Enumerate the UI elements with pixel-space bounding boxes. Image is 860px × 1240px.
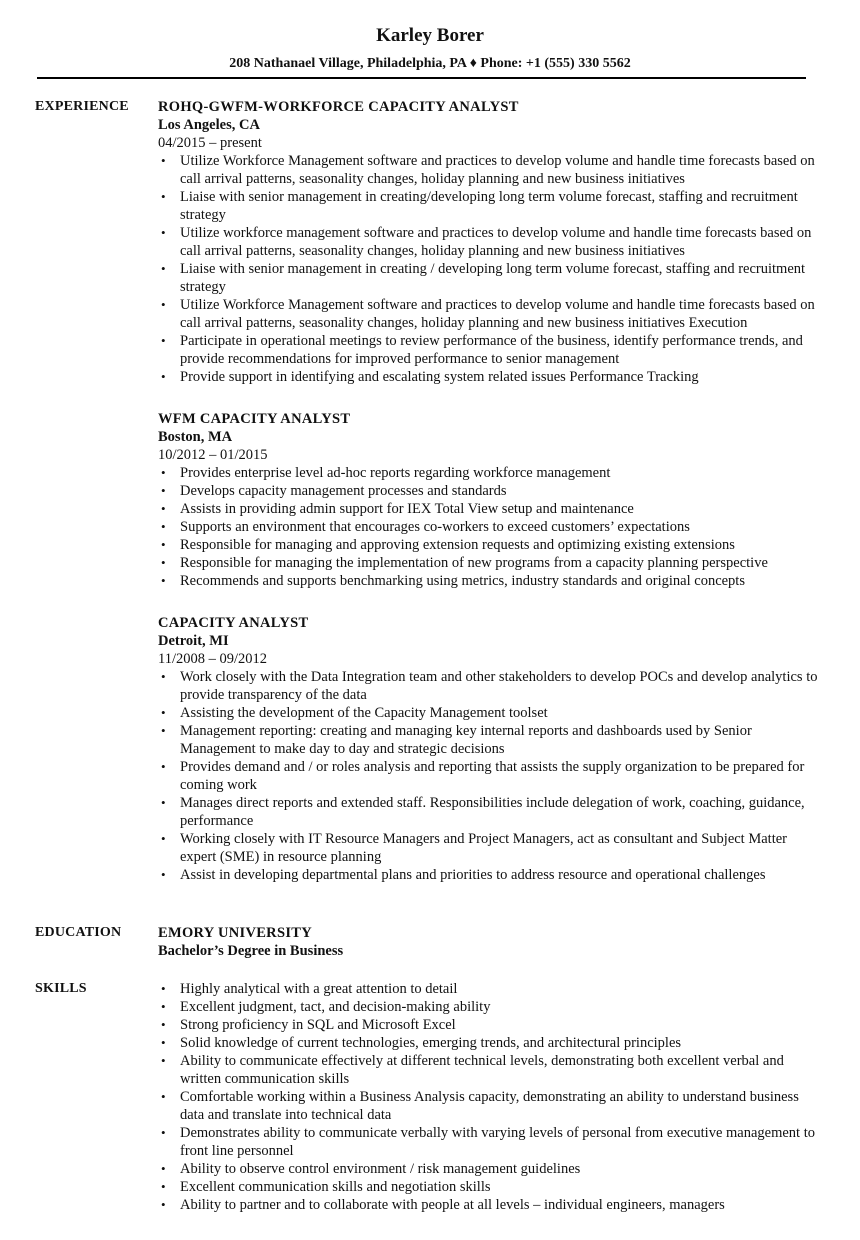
- skill-item: • Solid knowledge of current technologies, emerging trends, and architectural principles: [158, 1034, 818, 1052]
- contact-line: 208 Nathanael Village, Philadelphia, PA ♦ Phone: +1 (555) 330 5562: [229, 56, 631, 71]
- skill-item: • Ability to partner and to collaborate with people at all levels – individual engineers, managers: [158, 1196, 818, 1214]
- job-bullets: [158, 668, 818, 884]
- skill-item: • Highly analytical with a great attention to detail: [158, 980, 818, 998]
- bullet-item: • Provide support in identifying and escalating system related issues Performance Tracking: [158, 368, 818, 386]
- job-title: WFM CAPACITY ANALYST: [158, 411, 351, 427]
- bullet-item: • Responsible for managing the implementation of new programs from a capacity planning perspective: [158, 554, 818, 572]
- skill-item: • Excellent judgment, tact, and decision-making ability: [158, 998, 818, 1016]
- skill-item: • Comfortable working within a Business Analysis capacity, demonstrating an ability to understand business data and translate into technical data: [158, 1088, 818, 1124]
- skill-item: • Excellent communication skills and negotiation skills: [158, 1178, 818, 1196]
- job-entry: [158, 410, 818, 590]
- skill-item: • Ability to observe control environment / risk management guidelines: [158, 1160, 818, 1178]
- skill-item: • Strong proficiency in SQL and Microsoft Excel: [158, 1016, 818, 1034]
- skill-item: • Ability to communicate effectively at different technical levels, demonstrating both excellent verbal and written communication skills: [158, 1052, 818, 1088]
- school-name: EMORY UNIVERSITY: [158, 925, 313, 941]
- job-bullets: [158, 152, 818, 386]
- skill-item: • Demonstrates ability to communicate verbally with varying levels of personal from executive management to front line personnel: [158, 1124, 818, 1160]
- job-title: ROHQ-GWFM-WORKFORCE CAPACITY ANALYST: [158, 99, 519, 115]
- job-title: CAPACITY ANALYST: [158, 615, 309, 631]
- bullet-item: • Provides demand and / or roles analysis and reporting that assists the supply organization to be prepared for coming work: [158, 758, 818, 794]
- bullet-item: • Liaise with senior management in creating / developing long term volume forecast, staffing and recruitment strategy: [158, 260, 818, 296]
- header-divider: [37, 77, 806, 79]
- candidate-name: Karley Borer: [376, 25, 484, 46]
- bullet-item: • Work closely with the Data Integration team and other stakeholders to develop POCs and develop analytics to provide transparency of the data: [158, 668, 818, 704]
- education-body: [158, 924, 818, 960]
- bullet-item: • Participate in operational meetings to review performance of the business, identify performance trends, and provide recommendations for improved performance to senior management: [158, 332, 818, 368]
- job-entry: [158, 614, 818, 884]
- bullet-item: • Management reporting: creating and managing key internal reports and dashboards used by Senior Management to make day to day and strategic decisions: [158, 722, 818, 758]
- skills-body: [158, 980, 818, 1214]
- bullet-item: • Develops capacity management processes and standards: [158, 482, 818, 500]
- job-bullets: [158, 464, 818, 590]
- section-label-skills: SKILLS: [35, 981, 87, 996]
- section-label-experience: EXPERIENCE: [35, 99, 129, 114]
- job-dates: 10/2012 – 01/2015: [158, 447, 268, 463]
- bullet-item: • Provides enterprise level ad-hoc reports regarding workforce management: [158, 464, 818, 482]
- job-entry: [158, 98, 818, 386]
- job-dates: 11/2008 – 09/2012: [158, 651, 268, 667]
- skills-list: [158, 980, 818, 1214]
- bullet-item: • Working closely with IT Resource Managers and Project Managers, act as consultant and Subject Matter expert (SME) in resource planning: [158, 830, 818, 866]
- bullet-item: • Supports an environment that encourages co-workers to exceed customers’ expectations: [158, 518, 818, 536]
- bullet-item: • Assist in developing departmental plans and priorities to address resource and operational challenges: [158, 866, 818, 884]
- bullet-item: • Manages direct reports and extended staff. Responsibilities include delegation of work, coaching, guidance, performance: [158, 794, 818, 830]
- resume-header: [0, 24, 860, 73]
- bullet-item: • Assisting the development of the Capacity Management toolset: [158, 704, 818, 722]
- degree: Bachelor’s Degree in Business: [158, 943, 344, 959]
- bullet-item: • Assists in providing admin support for IEX Total View setup and maintenance: [158, 500, 818, 518]
- bullet-item: • Responsible for managing and approving extension requests and optimizing existing extensions: [158, 536, 818, 554]
- section-label-education: EDUCATION: [35, 925, 122, 940]
- job-location: Los Angeles, CA: [158, 117, 260, 133]
- bullet-item: • Utilize Workforce Management software and practices to develop volume and handle time forecasts based on call arrival patterns, seasonality changes, holiday planning and new business initiatives Execution: [158, 296, 818, 332]
- bullet-item: • Liaise with senior management in creating/developing long term volume forecast, staffing and recruitment strategy: [158, 188, 818, 224]
- experience-body: [158, 98, 818, 908]
- job-location: Boston, MA: [158, 429, 233, 445]
- bullet-item: • Recommends and supports benchmarking using metrics, industry standards and original concepts: [158, 572, 818, 590]
- job-dates: 04/2015 – present: [158, 135, 262, 151]
- bullet-item: • Utilize workforce management software and practices to develop volume and handle time forecasts based on call arrival patterns, seasonality changes, holiday planning and new business initiatives: [158, 224, 818, 260]
- job-location: Detroit, MI: [158, 633, 229, 649]
- bullet-item: • Utilize Workforce Management software and practices to develop volume and handle time forecasts based on call arrival patterns, seasonality changes, holiday planning and new business initiatives: [158, 152, 818, 188]
